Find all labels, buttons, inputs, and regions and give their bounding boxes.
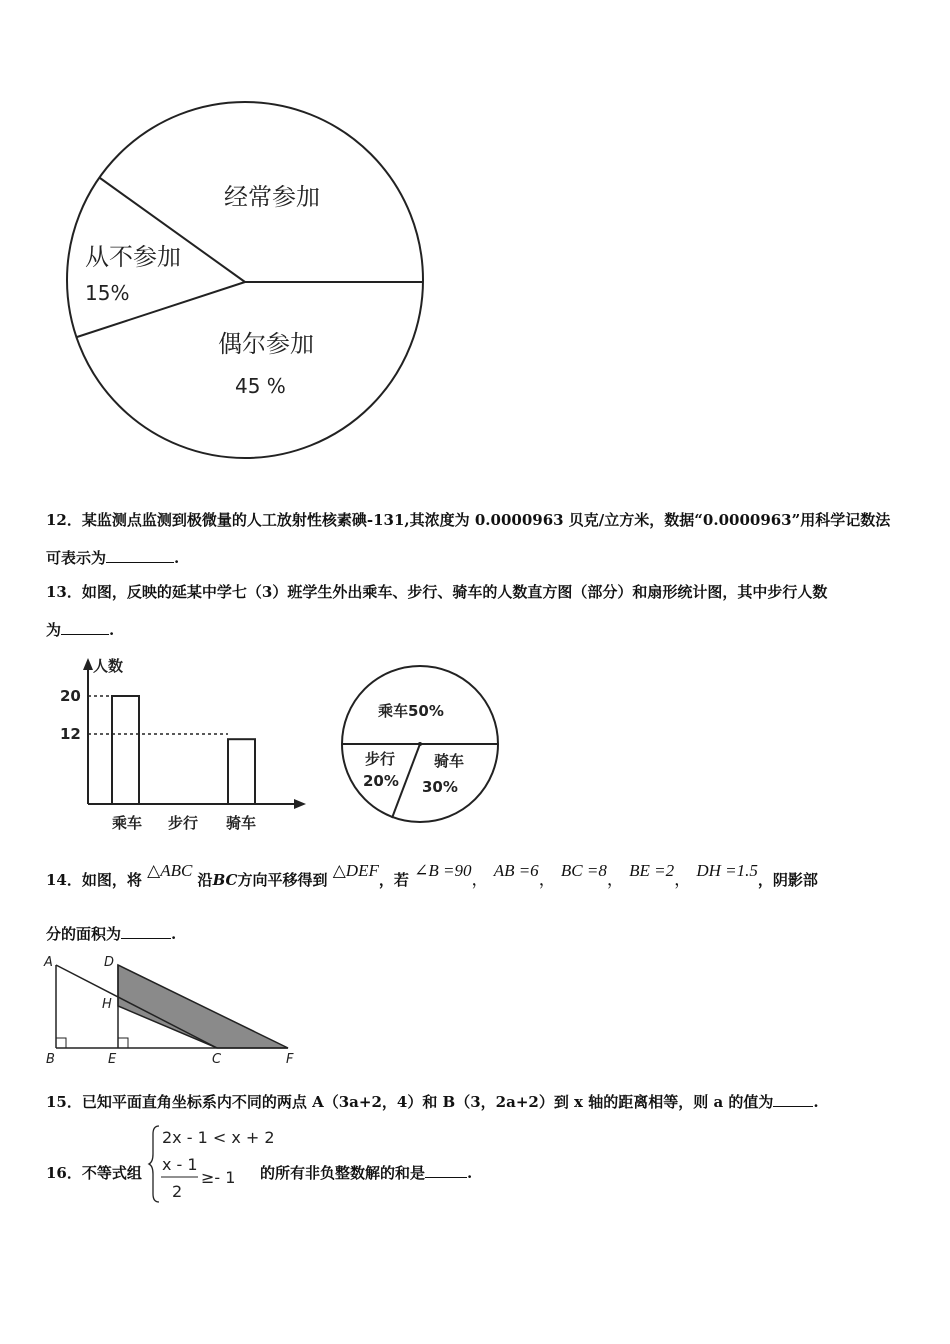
q13-end: . — [109, 621, 115, 639]
q14-cond-dh: DH =1.5 — [696, 861, 758, 880]
q14-mid2: 方向平移得到 — [237, 871, 328, 889]
q14-pre: 如图，将 — [81, 871, 142, 889]
q14-number: 14． — [46, 871, 82, 889]
bar-x-arrow — [294, 799, 306, 809]
q14-sep-1: ， — [471, 870, 489, 889]
pie-outline — [67, 102, 423, 458]
slice-label-sometimes: 偶尔参加 — [218, 330, 314, 358]
q14-end: . — [171, 925, 177, 943]
shaded-region — [118, 965, 288, 1048]
q15-text: 已知平面直角坐标系内不同的两点 A（3a+2，4）和 B（3，2a+2）到 x 轴的距离相等，则 a 的值为 — [81, 1093, 774, 1111]
label-h: H — [102, 997, 112, 1012]
label-d: D — [104, 955, 115, 970]
q14-figure — [40, 950, 310, 1070]
q12-text-line2: 可表示为 — [46, 549, 107, 567]
right-angle-b — [56, 1038, 66, 1048]
q16-post: 的所有非负整数解的和是 — [260, 1164, 426, 1182]
q13-pie-label-ride: 乘车50% — [378, 702, 444, 720]
question-14-line2 — [46, 924, 916, 944]
q14-ruo: ，若 — [378, 871, 409, 889]
q13-answer-blank[interactable] — [61, 620, 109, 635]
q13-pie-label-bike: 骑车 — [434, 752, 465, 770]
q16-brace — [149, 1126, 159, 1202]
q14-mid: 沿 — [197, 871, 213, 889]
q14-cond-be: BE =2 — [629, 861, 675, 880]
question-12-line2 — [46, 548, 916, 568]
q13-bar-chart — [50, 648, 315, 838]
q14-bc: BC — [212, 871, 238, 889]
slice-label-never: 从不参加 — [85, 243, 181, 271]
q14-tail: ，阴影部 — [757, 871, 818, 889]
question-14 — [46, 862, 916, 898]
q16-system — [148, 1122, 275, 1206]
question-12 — [46, 510, 916, 530]
label-c: C — [212, 1052, 222, 1067]
q12-text-line1: 某监测点监测到极微量的人工放射性核素碘-131,其浓度为 0.0000963 贝克/立方米，数据“0.0000963”用科学记数法 — [81, 511, 891, 529]
q16-number: 16． — [46, 1164, 82, 1182]
q13-pie-center — [418, 742, 422, 746]
q14-sep-3: ， — [606, 870, 624, 889]
bar-ride — [112, 696, 139, 804]
slice-label-often: 经常参加 — [224, 183, 320, 211]
q14-answer-blank[interactable] — [121, 924, 171, 939]
bar-cat-ride: 乘车 — [112, 814, 143, 832]
q15-end: . — [813, 1093, 819, 1111]
q15-answer-blank[interactable] — [773, 1092, 813, 1107]
q14-tri-abc: △ABC — [147, 861, 193, 880]
bar-y-label: 人数 — [93, 657, 124, 675]
bar-bike — [228, 739, 255, 804]
bar-y-arrow — [83, 658, 93, 670]
q12-answer-blank[interactable] — [106, 548, 174, 563]
q12-end: . — [174, 549, 180, 567]
q15-number: 15． — [46, 1093, 82, 1111]
q16-frac-den: 2 — [172, 1182, 183, 1201]
q14-cond-bc: BC =8 — [560, 861, 607, 880]
q12-number: 12． — [46, 511, 82, 529]
q13-text-line1: 如图，反映的延某中学七（3）班学生外出乘车、步行、骑车的人数直方图（部分）和扇形统计图，其中步行人数 — [81, 583, 828, 601]
bar-cat-bike: 骑车 — [226, 814, 257, 832]
bar-tick-20: 20 — [60, 687, 81, 705]
question-15 — [46, 1092, 916, 1112]
q16-frac-num: x - 1 — [162, 1155, 198, 1174]
q16-ineq1: 2x - 1 < x + 2 — [162, 1128, 275, 1147]
bar-cat-walk: 步行 — [168, 814, 199, 832]
q14-line2: 分的面积为 — [46, 925, 122, 943]
label-b: B — [46, 1052, 55, 1067]
label-e: E — [108, 1052, 117, 1067]
question-13-line2 — [46, 620, 916, 640]
q13-pie-chart — [338, 662, 504, 828]
q13-text-line2: 为 — [46, 621, 62, 639]
right-angle-e — [118, 1038, 128, 1048]
q16-pre: 不等式组 — [81, 1164, 142, 1182]
q14-sep-4: ， — [674, 870, 692, 889]
q14-cond-angle: ∠B =90 — [414, 861, 472, 880]
slice-percent-sometimes: 45 % — [235, 374, 286, 398]
q14-tri-def: △DEF — [332, 861, 379, 880]
q13-pie-percent-walk: 20% — [363, 772, 399, 790]
question-13 — [46, 582, 916, 602]
q16-end: . — [467, 1164, 473, 1182]
top-pie-chart — [60, 95, 430, 465]
q13-pie-percent-bike: 30% — [422, 778, 458, 796]
q13-pie-label-walk: 步行 — [365, 750, 396, 768]
q13-number: 13． — [46, 583, 82, 601]
slice-percent-never: 15% — [85, 281, 130, 305]
question-16-tail — [260, 1163, 860, 1183]
q16-ineq2-rhs: ≥- 1 — [201, 1168, 236, 1187]
bar-tick-12: 12 — [60, 725, 81, 743]
q16-answer-blank[interactable] — [425, 1163, 467, 1178]
label-f: F — [286, 1052, 294, 1067]
q14-sep-2: ， — [538, 870, 556, 889]
label-a: A — [44, 955, 53, 970]
q14-cond-ab: AB =6 — [493, 861, 539, 880]
